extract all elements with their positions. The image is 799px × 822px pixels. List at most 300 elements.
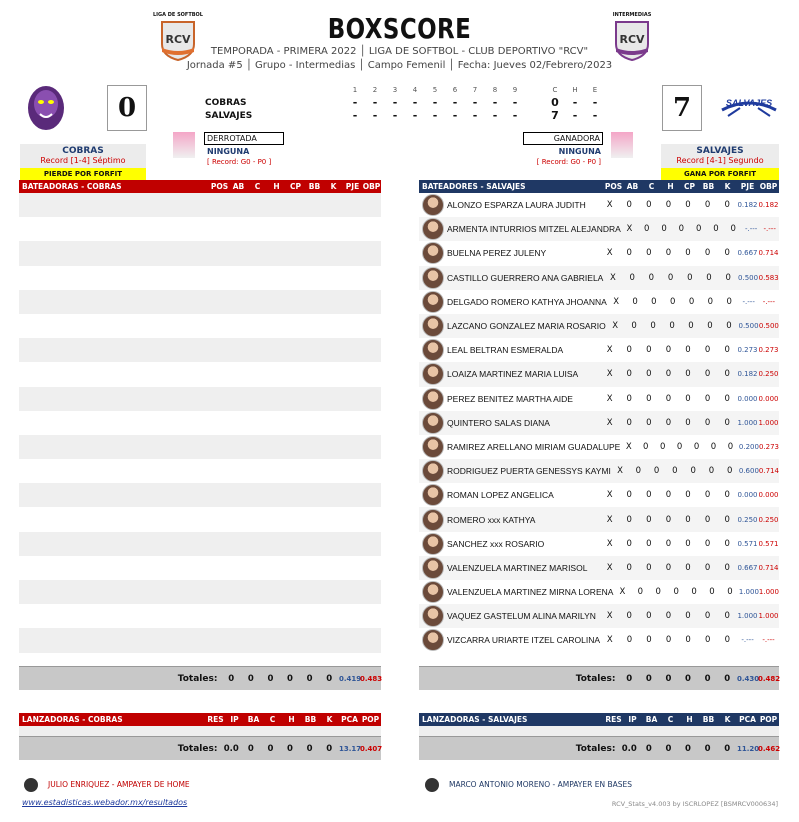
away-batting-header: BATEADORAS - COBRAS POS AB C H CP BB K PJE OBP [19, 180, 381, 193]
player-stat: 0 [724, 635, 730, 646]
player-pos: X [606, 369, 613, 380]
player-pje: 0.182 [737, 201, 758, 210]
player-pos: X [606, 490, 613, 501]
player-stat: 0 [665, 417, 672, 428]
player-stat: 0 [626, 490, 632, 501]
player-stat: 0 [704, 417, 711, 428]
player-stat: 0 [653, 466, 660, 477]
home-errors: - [592, 109, 598, 122]
player-stat: 0 [632, 296, 638, 307]
player-pos: X [606, 345, 613, 356]
player-stat: 0 [665, 562, 672, 573]
player-stat: 0 [724, 611, 730, 622]
player-name: VAQUEZ GASTELUM ALINA MARILYN [447, 611, 596, 622]
table-row [419, 483, 779, 507]
player-stat: 0 [704, 611, 711, 622]
away-team-panel [20, 144, 146, 168]
player-avatar [422, 509, 444, 531]
away-team-line-name: COBRAS [205, 98, 247, 108]
player-avatar [422, 315, 444, 337]
player-pje: 0.273 [737, 346, 758, 355]
inning-header: 8 [492, 86, 498, 94]
player-stat: 0 [707, 321, 713, 332]
table-row [19, 193, 381, 217]
player-pos: X [606, 538, 613, 549]
player-obp: -.--- [762, 297, 776, 306]
player-stat: 0 [693, 441, 700, 452]
player-pje: 0.200 [738, 442, 759, 451]
player-pje: 0.500 [738, 322, 759, 331]
player-obp: 1.000 [758, 588, 779, 597]
away-pitching-title: LANZADORAS - COBRAS [22, 715, 123, 724]
player-stat: 0 [685, 393, 691, 404]
player-obp: 0.250 [758, 370, 779, 379]
player-stat: 0 [685, 369, 691, 380]
player-pje: 0.600 [738, 467, 759, 476]
results-site-link[interactable]: www.estadisticas.webador.mx/resultados [22, 798, 188, 807]
losing-pitcher-icon [173, 132, 195, 158]
player-stat: 0 [650, 321, 656, 332]
table-row [19, 266, 381, 290]
away-pitching-header: LANZADORAS - COBRAS RES IP BA C H BB K PCA POP [19, 713, 381, 726]
player-avatar [422, 484, 444, 506]
player-obp: 1.000 [758, 418, 779, 427]
runs-header: C [552, 86, 558, 94]
player-pos: X [606, 417, 613, 428]
table-row [19, 628, 381, 652]
player-stat: 0 [655, 587, 661, 598]
player-stat: 0 [676, 441, 683, 452]
player-pos: X [606, 611, 613, 622]
player-stat: 0 [685, 248, 691, 259]
player-obp: 0.000 [758, 491, 779, 500]
losing-pitcher-record: [ Record: G0 - P0 ] [207, 158, 272, 166]
player-stat: 0 [646, 393, 652, 404]
player-avatar [422, 218, 444, 240]
losing-pitcher-status: DERROTADA [204, 132, 284, 145]
player-stat: 0 [691, 587, 697, 598]
inning-header: 6 [452, 86, 458, 94]
player-pos: X [619, 587, 626, 598]
away-line: - - - - - - - - - 0 - - [345, 96, 605, 109]
player-pje: 1.000 [737, 418, 758, 427]
player-stat: 0 [646, 538, 652, 549]
home-batting-totals: Totales: 0 0 0 0 0 0 0.430 0.482 [419, 666, 779, 690]
player-stat: 0 [646, 369, 652, 380]
player-stat: 0 [669, 321, 675, 332]
player-stat: 0 [665, 538, 672, 549]
player-stat: 0 [665, 490, 672, 501]
player-stat: 0 [685, 490, 691, 501]
player-stat: 0 [685, 538, 691, 549]
player-obp: 0.714 [758, 249, 779, 258]
player-stat: 0 [665, 345, 672, 356]
away-pitching-table [19, 713, 381, 760]
player-pje: 0.571 [737, 539, 758, 548]
table-row [19, 483, 381, 507]
player-stat: 0 [685, 345, 691, 356]
player-stat: 0 [727, 466, 733, 477]
player-stat: 0 [646, 417, 652, 428]
player-name: LEAL BELTRAN ESMERALDA [447, 345, 564, 356]
player-stat: 0 [646, 248, 652, 259]
home-result-banner: GANA POR FORFIT [661, 168, 779, 180]
player-pos: X [606, 562, 613, 573]
home-team-line-name: SALVAJES [205, 111, 253, 121]
player-pje: 0.000 [737, 394, 758, 403]
table-row [19, 507, 381, 531]
player-stat: 0 [685, 562, 691, 573]
player-pje: -.--- [741, 636, 754, 645]
table-row [419, 628, 779, 652]
player-avatar [422, 363, 444, 385]
player-avatar [422, 533, 444, 555]
player-pje: -.--- [742, 297, 755, 306]
player-stat: 0 [724, 200, 730, 211]
away-batting-totals: Totales: 0 0 0 0 0 0 0.419 0.483 [19, 666, 381, 690]
player-stat: 0 [646, 635, 652, 646]
totals-label: Totales: [177, 743, 218, 754]
base-umpire-icon [425, 778, 439, 792]
player-pje: 0.500 [738, 273, 759, 282]
player-avatar [422, 412, 444, 434]
player-name: RAMIREZ ARELLANO MIRIAM GUADALUPE [447, 441, 621, 452]
player-stat: 0 [626, 200, 632, 211]
player-stat: 0 [651, 296, 657, 307]
player-stat: 0 [704, 200, 711, 211]
player-stat: 0 [665, 393, 672, 404]
losing-pitcher-name: NINGUNA [207, 147, 250, 156]
player-avatar [422, 388, 444, 410]
player-stat: 0 [672, 466, 678, 477]
table-row [419, 290, 779, 314]
inning-header: 9 [512, 86, 518, 94]
player-stat: 0 [706, 272, 712, 283]
player-pje: 0.000 [737, 491, 758, 500]
player-stat: 0 [704, 248, 711, 259]
player-obp: 0.714 [758, 563, 779, 572]
player-stat: 0 [685, 200, 691, 211]
player-pos: X [626, 224, 633, 235]
player-pos: X [613, 296, 620, 307]
player-name: DELGADO ROMERO KATHYA JHOANNA [447, 296, 607, 307]
player-name: ALONZO ESPARZA LAURA JUDITH [447, 200, 586, 211]
player-stat: 0 [669, 296, 676, 307]
player-name: LAZCANO GONZALEZ MARIA ROSARIO [447, 321, 606, 332]
home-batting-title: BATEADORES - SALVAJES [422, 182, 526, 191]
player-stat: 0 [725, 272, 731, 283]
player-name: VALENZUELA MARTINEZ MIRNA LORENA [447, 587, 614, 598]
player-pos: X [606, 200, 613, 211]
player-stat: 0 [724, 369, 730, 380]
player-stat: 0 [626, 369, 632, 380]
player-stat: 0 [724, 538, 730, 549]
table-row [419, 314, 779, 338]
player-stat: 0 [704, 393, 711, 404]
home-hits: - [572, 109, 578, 122]
player-stat: 0 [667, 272, 674, 283]
inning-header: 5 [432, 86, 438, 94]
player-stat: 0 [704, 490, 711, 501]
page-title: BOXSCORE [327, 12, 472, 45]
player-stat: 0 [626, 345, 632, 356]
player-stat: 0 [704, 538, 711, 549]
totals-label: Totales: [575, 673, 616, 684]
player-pje: 1.000 [738, 588, 759, 597]
player-name: ROMERO xxx KATHYA [447, 514, 536, 525]
home-batting-header: BATEADORES - SALVAJES POS AB C H CP BB K PJE OBP [419, 180, 779, 193]
player-avatar [422, 460, 444, 482]
player-obp: 0.182 [758, 201, 779, 210]
group-caption: INTERMEDIAS [612, 12, 652, 18]
table-row [19, 387, 381, 411]
table-row [19, 411, 381, 435]
winning-pitcher-status: GANADORA [523, 132, 603, 145]
inning-header: 3 [392, 86, 398, 94]
player-stat: 0 [646, 200, 652, 211]
player-stat: 0 [626, 248, 632, 259]
player-stat: 0 [726, 296, 732, 307]
home-umpire: JULIO ENRIQUEZ - AMPAYER DE HOME [48, 780, 190, 789]
player-pos: X [606, 635, 613, 646]
player-name: CASTILLO GUERRERO ANA GABRIELA [447, 272, 604, 283]
player-stat: 0 [643, 441, 649, 452]
linescore [205, 86, 615, 122]
player-stat: 0 [687, 272, 693, 283]
table-row [19, 604, 381, 628]
table-row [419, 556, 779, 580]
home-team-record: Record [4-1] Segundo [676, 156, 764, 165]
subtitle-game-info: Jornada #5 │ Grupo - Intermedias │ Campo Femenil │ Fecha: Jueves 02/Febrero/2023 [186, 60, 613, 71]
table-row [19, 556, 381, 580]
inning-header: 7 [472, 86, 478, 94]
home-batting-rows [419, 193, 779, 653]
player-name: SANCHEZ xxx ROSARIO [447, 538, 545, 549]
player-name: VIZCARRA URIARTE ITZEL CAROLINA [447, 635, 601, 646]
player-stat: 0 [626, 514, 632, 525]
table-row [419, 217, 779, 241]
table-row [19, 435, 381, 459]
player-stat: 0 [724, 417, 730, 428]
player-stat: 0 [724, 562, 730, 573]
player-stat: 0 [685, 417, 691, 428]
winning-pitcher-name: NINGUNA [558, 147, 601, 156]
player-stat: 0 [665, 369, 672, 380]
table-row [419, 580, 779, 604]
player-stat: 0 [637, 587, 644, 598]
home-pitching-header: LANZADORAS - SALVAJES RES IP BA C H BB K PCA POP [419, 713, 779, 726]
table-row [419, 362, 779, 386]
player-stat: 0 [705, 635, 711, 646]
player-stat: 0 [709, 587, 715, 598]
away-pitching-totals: Totales: 0.0 0 0 0 0 0 13.17 0.407 [19, 736, 381, 760]
table-row [19, 362, 381, 386]
player-pos: X [606, 248, 613, 259]
away-runs: 0 [551, 96, 559, 109]
totals-label: Totales: [177, 673, 218, 684]
away-team-record: Record [1-4] Séptimo [40, 156, 126, 165]
player-stat: 0 [626, 635, 633, 646]
table-row [19, 338, 381, 362]
player-stat: 0 [646, 562, 652, 573]
league-caption: LIGA DE SOFTBOL [153, 12, 203, 18]
player-stat: 0 [626, 562, 632, 573]
player-avatar [422, 581, 444, 603]
home-batting-table [419, 180, 779, 653]
player-stat: 0 [688, 321, 694, 332]
player-stat: 0 [665, 635, 672, 646]
player-stat: 0 [704, 562, 711, 573]
home-score: 7 [662, 85, 702, 131]
player-pos: X [610, 272, 616, 283]
player-obp: 0.000 [758, 394, 779, 403]
table-row [19, 580, 381, 604]
player-stat: 0 [635, 466, 642, 477]
player-name: ARMENTA INTURRIOS MITZEL ALEJANDRA [447, 224, 621, 235]
player-obp: -.--- [762, 636, 775, 645]
table-row [419, 266, 779, 290]
home-line: - - - - - - - - - 7 - - [345, 109, 605, 122]
player-stat: 0 [707, 296, 714, 307]
home-team-panel [661, 144, 779, 168]
player-stat: 0 [665, 248, 672, 259]
away-batting-title: BATEADORAS - COBRAS [22, 182, 122, 191]
player-stat: 0 [646, 490, 652, 501]
player-pos: X [612, 321, 619, 332]
player-obp: 0.273 [758, 442, 779, 451]
player-name: PEREZ BENITEZ MARTHA AIDE [447, 393, 573, 404]
table-row [19, 290, 381, 314]
table-row [419, 435, 779, 459]
player-stat: 0 [661, 224, 667, 235]
inning-headers [345, 86, 605, 94]
player-stat: 0 [648, 272, 655, 283]
table-row [419, 411, 779, 435]
player-pos: X [617, 466, 623, 477]
player-stat: 0 [646, 345, 652, 356]
home-runs: 7 [551, 109, 559, 122]
table-row [19, 459, 381, 483]
player-stat: 0 [646, 514, 652, 525]
player-obp: 0.273 [758, 346, 779, 355]
errors-header: E [592, 86, 598, 94]
player-stat: 0 [629, 272, 635, 283]
away-result-banner: PIERDE POR FORFIT [20, 168, 146, 180]
player-stat: 0 [678, 224, 685, 235]
player-name: ROMAN LOPEZ ANGELICA [447, 490, 554, 501]
winning-pitcher-record: [ Record: G0 - P0 ] [536, 158, 601, 166]
home-pitching-title: LANZADORAS - SALVAJES [422, 715, 528, 724]
table-row [19, 314, 381, 338]
away-errors: - [592, 96, 598, 109]
table-row [419, 532, 779, 556]
home-pitching-table [419, 713, 779, 760]
player-avatar [422, 267, 444, 289]
table-row [419, 387, 779, 411]
player-stat: 0 [665, 514, 672, 525]
player-stat: 0 [708, 466, 715, 477]
player-avatar [422, 291, 444, 313]
player-stat: 0 [724, 345, 730, 356]
away-batting-table [19, 180, 381, 653]
player-obp: 0.583 [758, 273, 779, 282]
player-stat: 0 [724, 514, 730, 525]
away-team-name: COBRAS [62, 146, 104, 156]
player-stat: 0 [704, 514, 711, 525]
player-stat: 0 [727, 441, 734, 452]
table-row [419, 338, 779, 362]
player-stat: 0 [690, 466, 696, 477]
away-score: 0 [107, 85, 147, 131]
away-batting-rows [19, 193, 381, 653]
player-avatar [422, 194, 444, 216]
home-umpire-icon [24, 778, 38, 792]
inning-header: 2 [372, 86, 378, 94]
player-stat: 0 [704, 369, 711, 380]
player-obp: 0.500 [758, 322, 779, 331]
player-pje: 0.182 [737, 370, 758, 379]
player-pos: X [606, 393, 613, 404]
player-stat: 0 [713, 224, 719, 235]
player-stat: 0 [626, 611, 632, 622]
player-stat: 0 [665, 200, 672, 211]
base-umpire: MARCO ANTONIO MORENO - AMPAYER EN BASES [449, 780, 632, 789]
player-avatar [422, 242, 444, 264]
player-pje: 0.667 [737, 249, 758, 258]
player-stat: 0 [724, 248, 730, 259]
league-logo-text: RCV [165, 33, 191, 46]
player-stat: 0 [685, 635, 691, 646]
player-stat: 0 [665, 611, 672, 622]
player-obp: 0.250 [758, 515, 779, 524]
inning-header: 4 [412, 86, 418, 94]
player-stat: 0 [626, 538, 632, 549]
player-stat: 0 [659, 441, 666, 452]
table-row [19, 532, 381, 556]
player-stat: 0 [685, 611, 691, 622]
player-avatar [422, 605, 444, 627]
version-label: RCV_Stats_v4.003 by ISCRLOPEZ [BSMRCV000634] [611, 800, 778, 808]
table-row [19, 217, 381, 241]
player-pje: 0.667 [737, 563, 758, 572]
hits-header: H [572, 86, 578, 94]
player-name: RODRIGUEZ PUERTA GENESSYS KAYMI [447, 466, 611, 477]
salvajes-logo-text: SALVAJES [725, 98, 773, 108]
player-stat: 0 [685, 514, 691, 525]
player-pje: -.--- [744, 225, 758, 234]
player-obp: -.--- [763, 225, 776, 234]
player-pos: X [625, 441, 632, 452]
player-pje: 1.000 [737, 612, 758, 621]
player-stat: 0 [673, 587, 679, 598]
player-name: BUELNA PEREZ JULENY [447, 248, 547, 259]
player-avatar [422, 339, 444, 361]
player-stat: 0 [631, 321, 637, 332]
totals-label: Totales: [575, 743, 616, 754]
away-hits: - [572, 96, 578, 109]
table-row [419, 193, 779, 217]
player-stat: 0 [646, 611, 652, 622]
player-obp: 0.714 [758, 467, 779, 476]
player-avatar [422, 436, 444, 458]
player-pos: X [606, 514, 613, 525]
player-stat: 0 [644, 224, 650, 235]
player-obp: 0.571 [758, 539, 779, 548]
winning-pitcher-icon [611, 132, 633, 158]
player-name: LOAIZA MARTINEZ MARIA LUISA [447, 369, 579, 380]
group-logo-text: RCV [619, 33, 645, 46]
player-stat: 0 [695, 224, 702, 235]
